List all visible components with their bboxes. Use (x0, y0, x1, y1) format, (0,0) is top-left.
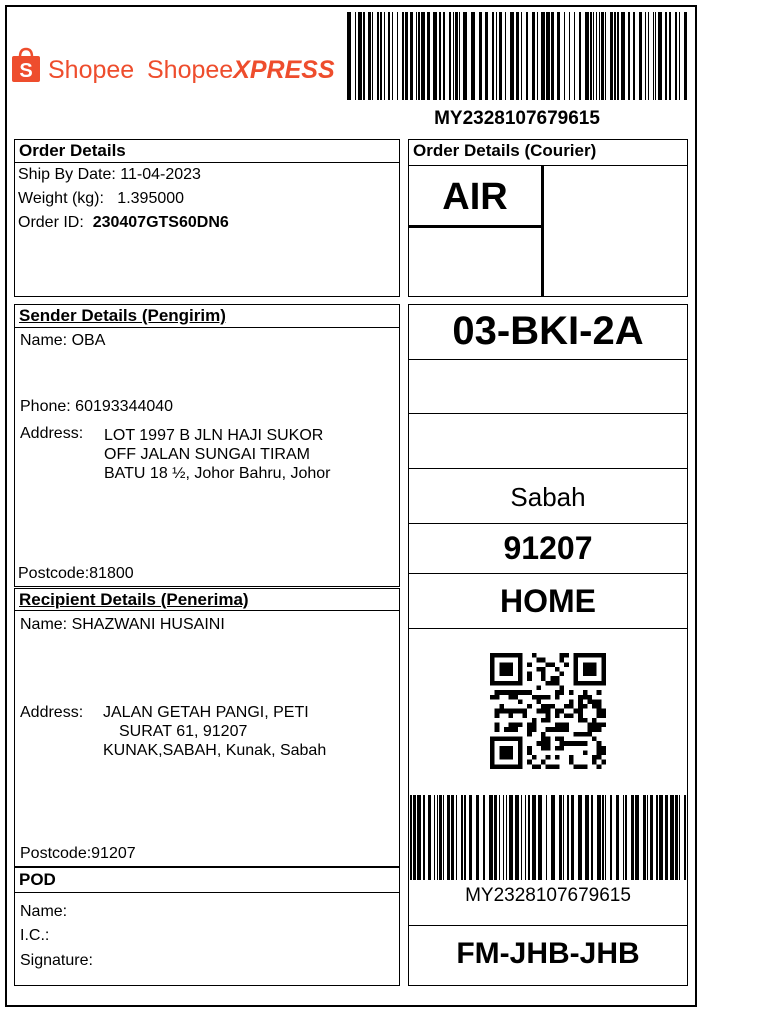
sort-code: 03-BKI-2A (452, 309, 644, 353)
top-tracking-number: MY2328107679615 (434, 108, 600, 129)
shopee-xpress-logo (147, 56, 335, 85)
courier-service: AIR (442, 176, 508, 218)
sender-phone: Phone: 60193344040 (20, 398, 174, 415)
bottom-barcode (410, 795, 686, 880)
xpress-brand: Shopee (147, 56, 234, 84)
recipient-address: JALAN GETAH PANGI, PETI SURAT 61, 91207 KUNAK,SABAH, Kunak, Sabah (103, 704, 327, 759)
order-details-title: Order Details (19, 141, 126, 160)
shopee-logo-text: Shopee (48, 56, 135, 84)
routing-empty-cell-2 (408, 413, 688, 469)
pod-title: POD (19, 870, 56, 889)
sender-address-label: Address: (20, 425, 84, 442)
qr-code (490, 652, 606, 770)
bottom-tracking-number: MY2328107679615 (465, 885, 631, 906)
pod-header-row (14, 867, 400, 893)
top-barcode (347, 12, 687, 100)
pod-name-label: Name: (20, 903, 68, 920)
routing-empty-cell-1 (408, 359, 688, 414)
ship-by-date: Ship By Date: 11-04-2023 (18, 166, 201, 183)
sender-name: Name: OBA (20, 332, 106, 349)
order-id: Order ID: 230407GTS60DN6 (18, 214, 229, 231)
xpress-word: XPRESS (233, 56, 335, 84)
routing-postcode: 91207 (503, 530, 593, 566)
hub-route: FM-JHB-JHB (456, 937, 640, 970)
recipient-address-label: Address: (20, 704, 84, 721)
sender-postcode: Postcode:81800 (18, 565, 134, 582)
recipient-postcode: Postcode:91207 (20, 845, 136, 862)
courier-title: Order Details (Courier) (413, 141, 597, 160)
sender-title: Sender Details (Pengirim) (19, 306, 226, 325)
shopee-bag-icon (10, 47, 42, 83)
courier-service-underline (408, 225, 542, 228)
weight: Weight (kg): 1.395000 (18, 190, 185, 207)
sender-address: LOT 1997 B JLN HAJI SUKOR OFF JALAN SUNGAI TIRAM BATU 18 ½, Johor Bahru, Johor (104, 427, 331, 482)
recipient-name: Name: SHAZWANI HUSAINI (20, 616, 225, 633)
svg-text:S: S (19, 60, 33, 82)
state: Sabah (510, 482, 586, 512)
recipient-title: Recipient Details (Penerima) (19, 590, 249, 609)
pod-signature-label: Signature: (20, 952, 93, 969)
pod-ic-label: I.C.: (20, 927, 50, 944)
delivery-type: HOME (500, 583, 596, 619)
